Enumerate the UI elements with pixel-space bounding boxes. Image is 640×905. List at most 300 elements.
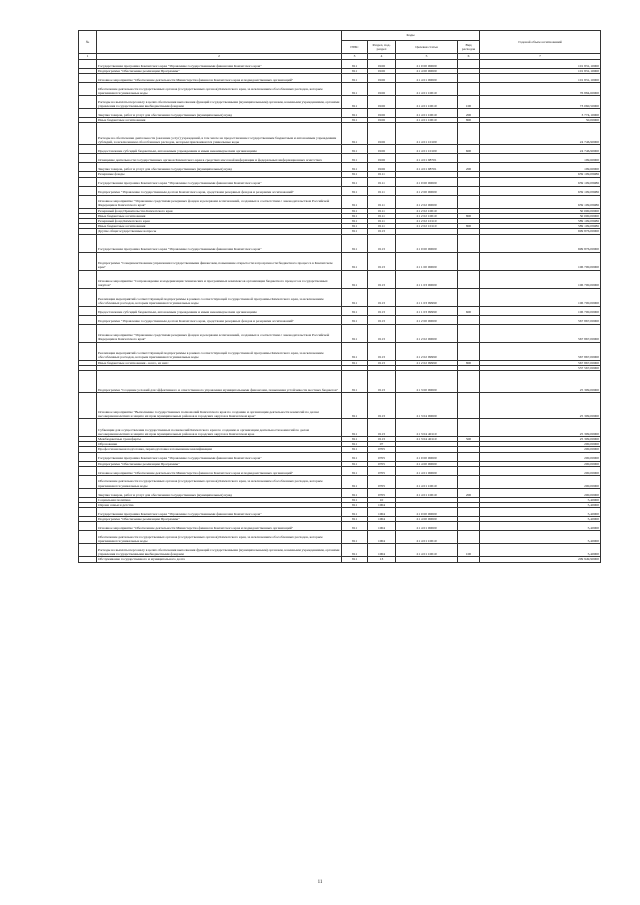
row-expense-type: 800 [458,224,480,229]
col-section-header: Раздел, под-раздел [368,41,396,54]
row-number [79,163,97,172]
row-grbs: 811 [342,437,368,442]
row-amount: 3 774,10000 [480,109,601,118]
row-name: Реализация мероприятий соответствующей подпрограммы в рамках соответствующей государственной программы Камчатского края, за исключением обособленных расходов, которым присваиваются уникальные коды [97,288,342,306]
row-grbs: 811 [342,517,368,522]
row-amount: 73 060,50000 [480,96,601,109]
row-expense-type [458,531,480,544]
row-name: Основное мероприятие "Управление средствами резервных фондов и резервами ассигнований, созданных в соответствии с законодательством Российской Федерации и Камчатского края" [97,324,342,342]
row-section: 0113 [368,342,396,360]
table-row [79,74,601,83]
row-amount: 200,00000 [480,466,601,475]
row-target-article: 21 2 00 00000 [396,186,458,195]
table-row [79,252,601,270]
row-amount: 589 109,09986 [480,219,601,224]
row-expense-type [458,154,480,163]
row-amount: 699 876,00000 [480,229,601,234]
row-section: 0705 [368,447,396,452]
row-grbs: 811 [342,461,368,466]
row-section: 0113 [368,419,396,437]
row-grbs: 811 [342,488,368,497]
row-section: 0111 [368,177,396,186]
row-section: 1004 [368,503,396,508]
row-number [79,154,97,163]
table-row [79,83,601,96]
row-grbs: 811 [342,229,368,234]
row-target-article: 21 2 02 10010 [396,208,458,213]
row-target-article: 21 3 04 00000 [396,393,458,419]
row-section: 07 [368,442,396,447]
table-row [79,96,601,109]
row-target-article: 21 4 01 00000 [396,466,458,475]
row-target-article: 21 1 03 00000 [396,270,458,288]
row-name: Закупка товаров, работ и услуг для обеспечения государственных (муниципальных) нужд [97,488,342,497]
row-amount: 5,40000 [480,517,601,522]
row-expense-type [458,234,480,252]
row-section: 0113 [368,437,396,442]
table-row [79,195,601,208]
row-number [79,96,97,109]
column-number: 1 [79,54,97,60]
row-expense-type [458,186,480,195]
row-amount: 25 309,00000 [480,437,601,442]
row-name: Государственная программа Камчатского края "Управление государственными финансами Камчатского края" [97,60,342,69]
row-section: 1004 [368,517,396,522]
row-number [79,522,97,531]
row-number [79,234,97,252]
row-target-article: 21 1 03 99990 [396,306,458,315]
row-expense-type [458,419,480,437]
col-target-header: Целевая статья [396,41,458,54]
row-amount: 25 309,00000 [480,393,601,419]
row-grbs: 811 [342,306,368,315]
row-amount: 50 000,00000 [480,213,601,218]
table-row [79,557,601,562]
row-grbs: 811 [342,475,368,488]
col-number-header: № [79,31,97,54]
row-name: Образование [97,442,342,447]
row-expense-type [458,522,480,531]
row-section: 0106 [368,83,396,96]
row-amount: 101 831,10000 [480,69,601,74]
row-amount: 699 876,00000 [480,234,601,252]
row-target-article: 21 4 01 10010 [396,531,458,544]
header-row-1 [79,31,601,41]
row-name: Подпрограмма "Обеспечение реализации Программы" [97,461,342,466]
row-grbs: 811 [342,315,368,324]
row-section: 0113 [368,371,396,393]
row-expense-type [458,270,480,288]
row-grbs: 811 [342,544,368,557]
row-target-article [396,557,458,562]
row-section: 0106 [368,96,396,109]
row-number [79,531,97,544]
row-amount: 200,00000 [480,488,601,497]
row-target-article: 21 1 03 99990 [396,288,458,306]
row-target-article: 21 4 01 10010 [396,83,458,96]
row-name: Основное мероприятие "Обеспечение деятельности Министерства финансов Камчатского края и подведомственных организаций" [97,522,342,531]
row-number [79,288,97,306]
row-name: Основное мероприятие "Сопровождение и модернизация технических и программных комплексов организации бюджетного процесса и государственных закупок" [97,270,342,288]
row-amount: 50 000,00000 [480,208,601,213]
table-row [79,177,601,186]
row-target-article: 21 4 01 00000 [396,522,458,531]
row-grbs: 811 [342,252,368,270]
row-name: Субвенции для осуществления государственных полномочий Камчатского края по созданию и организации деятельности комиссий по делам несовершеннолетних и защите их прав муниципальных районов и городских округов в Камчатском крае [97,419,342,437]
row-section: 0113 [368,360,396,365]
row-grbs: 811 [342,324,368,342]
row-grbs: 811 [342,154,368,163]
row-name: Реализация мероприятий соответствующей подпрограммы в рамках соответствующей государственной программы Камчатского края, за исключением обособленных расходов, которым присваиваются уникальные коды [97,342,342,360]
row-name: Основное мероприятие "Выполнение государственных полномочий Камчатского края по созданию и организации деятельности комиссий по делам несовершеннолетних и защите их прав муниципальных районов и городских округов в Камчатском крае" [97,393,342,419]
row-grbs: 811 [342,503,368,508]
row-name: Иные бюджетные ассигнования [97,213,342,218]
row-section: 0106 [368,154,396,163]
row-expense-type [458,74,480,83]
table-row [79,419,601,437]
row-section: 0111 [368,224,396,229]
row-name: Предоставление субсидий бюджетным, автономным учреждениям и иным некоммерческим организациям [97,306,342,315]
row-target-article: 21 4 01 10010 [396,96,458,109]
row-number [79,270,97,288]
row-section: 0106 [368,123,396,145]
row-section: 0106 [368,60,396,69]
table-row [79,324,601,342]
row-number [79,488,97,497]
row-name: Основное мероприятие "Обеспечение деятельности Министерства финансов Камчатского края и подведомственных организаций" [97,74,342,83]
row-amount: 200,00000 [480,461,601,466]
row-number [79,74,97,83]
row-amount: 5,40000 [480,531,601,544]
row-amount: 639 109,09986 [480,186,601,195]
row-number [79,83,97,96]
row-section: 13 [368,557,396,562]
row-number [79,419,97,437]
row-amount: 567 867,00000 [480,360,601,365]
row-target-article: 21 4 01 10100 [396,145,458,154]
row-target-article: 21 2 02 00000 [396,324,458,342]
row-target-article: 21 2 02 99990 [396,342,458,360]
column-number: 3 [342,54,368,60]
row-grbs: 811 [342,371,368,393]
row-amount: 567 867,00000 [480,324,601,342]
row-number [79,393,97,419]
row-expense-type [458,195,480,208]
row-grbs: 811 [342,74,368,83]
row-amount: 5,40000 [480,508,601,517]
row-amount: 101 831,10000 [480,74,601,83]
row-section: 0111 [368,208,396,213]
row-number [79,315,97,324]
row-name: Иные бюджетные ассигнования [97,118,342,123]
row-number [79,324,97,342]
row-name: Обслуживание государственного и муниципального долга [97,557,342,562]
row-grbs: 811 [342,557,368,562]
row-grbs: 811 [342,531,368,544]
row-expense-type [458,371,480,393]
row-name: Обеспечение деятельности государственных органов (государственных органов) Камчатского края, за исключением обособленных расходов, которым присваиваются уникальные коды [97,83,342,96]
row-name: Межбюджетные трансферты [97,437,342,442]
col-amount-header: Годовой объем ассигнований [480,31,601,54]
row-target-article: 21 2 02 00000 [396,195,458,208]
row-grbs: 811 [342,466,368,475]
row-section: 0113 [368,324,396,342]
row-grbs: 811 [342,442,368,447]
row-grbs: 811 [342,342,368,360]
row-expense-type [458,393,480,419]
row-grbs: 811 [342,522,368,531]
row-name: Социальная политика [97,497,342,502]
row-name: Закупка товаров, работ и услуг для обеспечения государственных (муниципальных) нужд [97,163,342,172]
row-name: Иные бюджетные ассигнования [97,224,342,229]
table-row [79,234,601,252]
row-expense-type: 600 [458,306,480,315]
row-number [79,452,97,461]
row-grbs: 811 [342,195,368,208]
row-number [79,109,97,118]
row-expense-type [458,288,480,306]
row-section: 0106 [368,163,396,172]
column-number: 4 [368,54,396,60]
column-number: 6 [458,54,480,60]
table-row [79,466,601,475]
row-amount: 5,40000 [480,522,601,531]
row-section: 0106 [368,109,396,118]
row-grbs: 811 [342,69,368,74]
table-row [79,306,601,315]
row-grbs: 811 [342,497,368,502]
row-grbs: 811 [342,172,368,177]
row-name: Обеспечение деятельности государственных органов (государственных органов) Камчатского края, за исключением обособленных расходов, которым присваиваются уникальные коды [97,531,342,544]
row-target-article: 21 4 01 98701 [396,154,458,163]
row-target-article: 21 2 02 10110 [396,224,458,229]
table-row [79,163,601,172]
row-expense-type [458,452,480,461]
row-expense-type [458,475,480,488]
row-grbs: 811 [342,447,368,452]
row-expense-type [458,123,480,145]
table-row [79,475,601,488]
table-row [79,315,601,324]
row-target-article: 21 0 00 00000 [396,508,458,517]
row-name: Государственная программа Камчатского края "Управление государственными финансами Камчатского края" [97,177,342,186]
row-number [79,508,97,517]
col-exptype-header: Вид расходов [458,41,480,54]
row-amount: 537 567,00000 [480,365,601,370]
row-name: Государственная программа Камчатского края "Управление государственными финансами Камчатского края" [97,452,342,461]
row-section: 1004 [368,508,396,517]
row-target-article: 21 2 00 00000 [396,315,458,324]
row-expense-type: 100 [458,544,480,557]
budget-table [78,30,601,563]
row-section: 0106 [368,118,396,123]
row-grbs: 811 [342,360,368,365]
row-amount: 200,00000 [480,447,601,452]
row-section: 0113 [368,315,396,324]
row-amount: 209 949,90000 [480,557,601,562]
row-target-article: 21 4 01 98701 [396,163,458,172]
row-amount: 25 309,00000 [480,371,601,393]
row-expense-type: 200 [458,163,480,172]
row-grbs: 811 [342,109,368,118]
row-expense-type: 500 [458,437,480,442]
table-row [79,342,601,360]
row-name: Подпрограмма "Обеспечение реализации Программы" [97,69,342,74]
row-grbs: 811 [342,508,368,517]
row-name: Основное мероприятие "Обеспечение деятельности Министерства финансов Камчатского края и подведомственных организаций" [97,466,342,475]
row-amount: 5,40000 [480,503,601,508]
column-number: 7 [480,54,601,60]
row-grbs: 811 [342,177,368,186]
row-amount: 5,40000 [480,544,601,557]
row-target-article: 21 4 01 10010 [396,544,458,557]
row-grbs: 811 [342,163,368,172]
row-section: 0111 [368,213,396,218]
row-name: Профессиональная подготовка, переподготовка и повышение квалификации [97,447,342,452]
row-grbs: 811 [342,96,368,109]
row-section: 0705 [368,488,396,497]
table-row [79,544,601,557]
row-target-article: 21 3 00 00000 [396,371,458,393]
row-grbs: 811 [342,234,368,252]
row-name: Резервные фонды [97,172,342,177]
row-name: Обеспечение деятельности государственных органов (государственных органов) Камчатского края, за исключением обособленных расходов, которым присваиваются уникальные коды [97,475,342,488]
table-row [79,123,601,145]
row-amount: 200,00000 [480,442,601,447]
row-grbs: 811 [342,419,368,437]
row-section: 1004 [368,522,396,531]
row-number [79,123,97,145]
row-expense-type [458,324,480,342]
row-section: 0106 [368,74,396,83]
row-amount: 639 109,09986 [480,177,601,186]
table-row [79,508,601,517]
row-expense-type [458,466,480,475]
row-target-article: 21 4 01 10010 [396,475,458,488]
row-grbs: 811 [342,145,368,154]
row-amount: 24 746,90000 [480,123,601,145]
row-name: Иные бюджетные ассигнования - всего, из них: [97,360,342,365]
row-amount: 589 109,09986 [480,224,601,229]
row-amount: 106 700,00000 [480,270,601,288]
row-target-article: 21 0 00 00000 [396,60,458,69]
row-expense-type [458,60,480,69]
row-amount: 50,00000 [480,118,601,123]
row-target-article: 21 3 04 40110 [396,437,458,442]
row-expense-type: 200 [458,109,480,118]
row-number [79,306,97,315]
row-amount: 106 700,00000 [480,252,601,270]
row-section: 0106 [368,69,396,74]
row-name: Подпрограмма "Обеспечение реализации Программы" [97,517,342,522]
row-amount: 200,00000 [480,475,601,488]
row-amount: 101 831,10000 [480,60,601,69]
row-name: Предоставление субсидий бюджетным, автономным учреждениям и иным некоммерческим организациям [97,145,342,154]
row-section: 0113 [368,234,396,252]
row-name: Основное мероприятие "Управление средствами резервных фондов и резервами ассигнований, созданных в соответствии с законодательством Российской Федерации и Камчатского края" [97,195,342,208]
row-amount: 567 867,00000 [480,342,601,360]
row-section: 0111 [368,219,396,224]
row-section: 0113 [368,252,396,270]
row-target-article: 21 0 00 00000 [396,177,458,186]
row-number [79,177,97,186]
row-target-article: 21 4 00 00000 [396,461,458,466]
table-row [79,452,601,461]
row-section: 0113 [368,270,396,288]
column-number: 2 [97,54,342,60]
row-amount: 639 109,09986 [480,172,601,177]
row-expense-type [458,177,480,186]
row-target-article: 21 2 02 99990 [396,360,458,365]
row-amount: 25 309,00000 [480,419,601,437]
row-amount: 639 109,09986 [480,195,601,208]
row-target-article: 21 4 01 10010 [396,488,458,497]
row-expense-type [458,315,480,324]
row-grbs: 811 [342,213,368,218]
row-name: Закупка товаров, работ и услуг для обеспечения государственных (муниципальных) нужд [97,109,342,118]
row-grbs: 811 [342,186,368,195]
column-number: 5 [396,54,458,60]
table-body [79,60,601,563]
row-section: 0106 [368,145,396,154]
row-section: 0113 [368,288,396,306]
row-section: 0113 [368,229,396,234]
row-number [79,371,97,393]
table-row [79,393,601,419]
row-name: Резервный фонд Правительства Камчатского края [97,208,342,213]
row-grbs: 811 [342,224,368,229]
row-target-article: 21 4 01 10010 [396,109,458,118]
row-section: 0111 [368,172,396,177]
row-amount: 106 700,00000 [480,306,601,315]
row-amount: 199,60000 [480,154,601,163]
row-section: 10 [368,497,396,502]
row-name: Государственная программа Камчатского края "Управление государственными финансами Камчатского края" [97,508,342,517]
row-target-article: 21 4 01 00000 [396,74,458,83]
row-section: 1004 [368,531,396,544]
row-expense-type [458,342,480,360]
row-section: 0111 [368,186,396,195]
table-row [79,270,601,288]
row-name: Подпрограмма "Управление государственным долгом Камчатского края, средствами резервных фондов и резервами ассигнований" [97,315,342,324]
col-name-header [97,31,342,54]
row-section: 1004 [368,544,396,557]
table-row [79,109,601,118]
row-grbs: 811 [342,123,368,145]
row-target-article: 21 4 01 10100 [396,123,458,145]
row-grbs: 811 [342,219,368,224]
row-grbs: 811 [342,118,368,123]
row-expense-type [458,252,480,270]
table-row [79,522,601,531]
row-section: 0705 [368,452,396,461]
row-number [79,475,97,488]
table-row [79,60,601,69]
row-number [79,342,97,360]
row-expense-type: 800 [458,118,480,123]
row-expense-type [458,508,480,517]
row-target-article: 21 0 00 00000 [396,234,458,252]
row-target-article: 21 4 00 00000 [396,517,458,522]
row-section: 0111 [368,195,396,208]
table-row [79,288,601,306]
row-amount: 199,60000 [480,163,601,172]
row-number [79,557,97,562]
row-target-article: 21 1 00 00000 [396,252,458,270]
row-expense-type: 800 [458,360,480,365]
page-number: 11 [317,880,323,885]
row-number [79,145,97,154]
